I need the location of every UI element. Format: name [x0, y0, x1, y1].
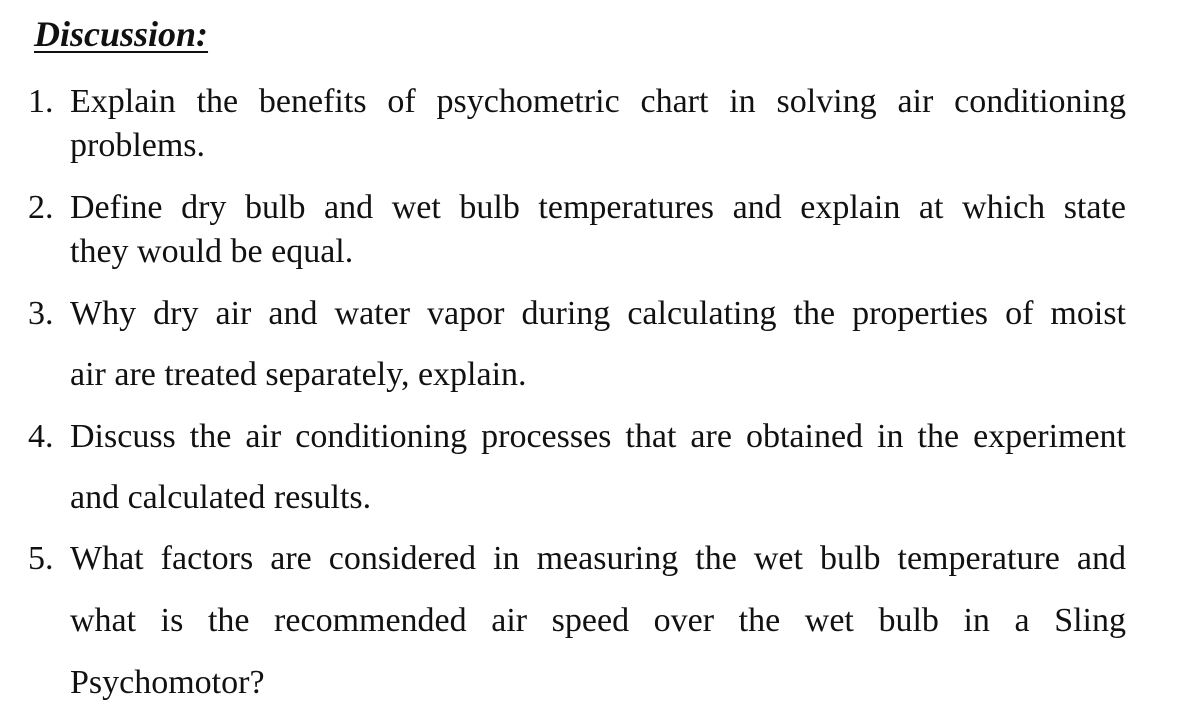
question-5: [28, 537, 1126, 705]
question-1: [28, 80, 1126, 168]
question-text-line: What factors are considered in measuring the wet bulb temperature and: [70, 540, 1126, 577]
discussion-heading: Discussion:: [34, 14, 209, 54]
question-text-line: Explain the benefits of psychometric chart in solving air conditioning: [70, 83, 1126, 120]
question-text-line: and calculated results.: [70, 479, 372, 516]
question-text-line: problems.: [70, 127, 206, 164]
question-number: 2.: [28, 189, 54, 226]
question-number: 5.: [28, 540, 54, 577]
question-text-line: they would be equal.: [70, 233, 354, 270]
question-text-line: Discuss the air conditioning processes that are obtained in the experiment: [70, 418, 1126, 455]
question-number: 3.: [28, 295, 54, 332]
question-text-line: Why dry air and water vapor during calculating the properties of moist: [70, 295, 1126, 332]
question-text-line: Psychomotor?: [70, 664, 265, 701]
question-number: 4.: [28, 418, 54, 455]
question-2: [28, 186, 1126, 274]
question-4: [28, 415, 1126, 520]
question-text-line: Define dry bulb and wet bulb temperatures and explain at which state: [70, 189, 1126, 226]
question-text-line: air are treated separately, explain.: [70, 356, 527, 393]
question-number: 1.: [28, 83, 54, 120]
question-3: [28, 292, 1126, 397]
question-text-line: what is the recommended air speed over the wet bulb in a Sling: [70, 602, 1126, 639]
